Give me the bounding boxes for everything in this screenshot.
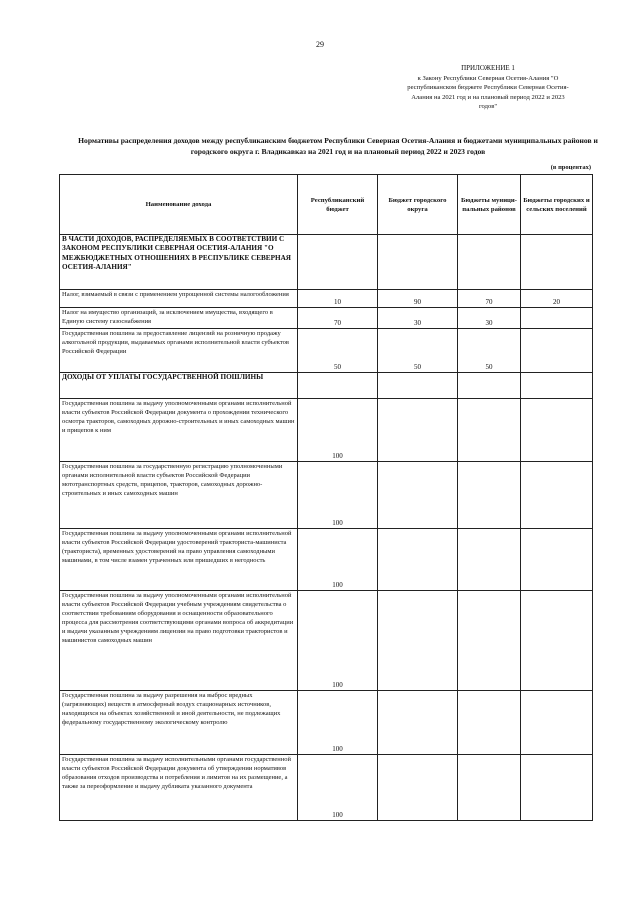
income-name-cell: ДОХОДЫ ОТ УПЛАТЫ ГОСУДАРСТВЕННОЙ ПОШЛИНЫ: [60, 373, 298, 399]
header-republican-budget: Республиканский бюджет: [298, 175, 378, 235]
republican-budget-cell: 100: [298, 755, 378, 821]
revenue-distribution-table: [59, 174, 593, 821]
header-settlement-budgets: Бюджеты городских и сельских поселений: [521, 175, 593, 235]
republican-budget-cell: 100: [298, 529, 378, 591]
table-row: [60, 529, 593, 591]
city-budget-cell: 50: [378, 329, 458, 373]
income-name-cell: Налог, взимаемый в связи с применением упрощенной системы налогообложения: [60, 290, 298, 308]
table-row: [60, 755, 593, 821]
settlement-budgets-cell: [521, 399, 593, 462]
page-number: 29: [316, 40, 324, 49]
income-name-cell: Налог на имущество организаций, за исключением имущества, входящего в Единую систему газоснабжения: [60, 308, 298, 329]
city-budget-cell: [378, 399, 458, 462]
table-row: [60, 329, 593, 373]
appendix-line: к Закону Республики Северная Осетия-Алания "О: [417, 75, 559, 83]
municipal-budgets-cell: [458, 399, 521, 462]
city-budget-cell: [378, 462, 458, 529]
republican-budget-cell: 100: [298, 591, 378, 691]
republican-budget-cell: 100: [298, 462, 378, 529]
city-budget-cell: [378, 755, 458, 821]
appendix-block: [388, 64, 588, 111]
settlement-budgets-cell: [521, 235, 593, 290]
income-name-cell: Государственная пошлина за выдачу уполномоченными органами исполнительной власти субъектов Российской Федерации удостоверений тракториста-машиниста (тракториста), временных удостоверений на право управления самоходными машинами, в том числе взамен утраченных или пришедших в негодность: [60, 529, 298, 591]
appendix-line: Алания на 2021 год и на плановый период 2022 и 2023: [411, 93, 565, 101]
city-budget-cell: [378, 529, 458, 591]
municipal-budgets-cell: [458, 691, 521, 755]
income-name-cell: Государственная пошлина за выдачу разрешения на выброс вредных (загрязняющих) веществ в атмосферный воздух стационарных источников, находящихся на объектах хозяйственной и иной деятельности, не подлежащих федеральному государственному экологическому контролю: [60, 691, 298, 755]
document-title: Нормативы распределения доходов между республиканским бюджетом Республики Северная Осетия-Алания и бюджетами муниципальных районов и городского округа г. Владикавказ на 2021 год и на плановый период 2022 и 2023 годов: [78, 136, 598, 156]
settlement-budgets-cell: 20: [521, 290, 593, 308]
header-municipal-budgets: Бюджеты муници-пальных районов: [458, 175, 521, 235]
settlement-budgets-cell: [521, 691, 593, 755]
city-budget-cell: 30: [378, 308, 458, 329]
income-name-cell: Государственная пошлина за выдачу уполномоченными органами исполнительной власти субъектов Российской Федерации документа о прохождении технического осмотра тракторов, самоходных дорожно-строительных и иных самоходных машин и прицепов к ним: [60, 399, 298, 462]
municipal-budgets-cell: [458, 591, 521, 691]
appendix-line: республиканском бюджете Республики Северная Осетия-: [407, 84, 569, 92]
table-row: [60, 399, 593, 462]
table-row: [60, 691, 593, 755]
municipal-budgets-cell: [458, 755, 521, 821]
table-row: [60, 235, 593, 290]
city-budget-cell: 90: [378, 290, 458, 308]
settlement-budgets-cell: [521, 373, 593, 399]
municipal-budgets-cell: 30: [458, 308, 521, 329]
city-budget-cell: [378, 691, 458, 755]
units-label: (в процентах): [550, 164, 591, 171]
settlement-budgets-cell: [521, 529, 593, 591]
republican-budget-cell: 100: [298, 691, 378, 755]
income-name-cell: Государственная пошлина за выдачу исполнительными органами государственной власти субъектов Российской Федерации документа об утверждении нормативов образования отходов производства и потребления и лимитов на их размещение, а также за переоформление и выдачу дубликата указанного документа: [60, 755, 298, 821]
table-row: [60, 462, 593, 529]
republican-budget-cell: [298, 373, 378, 399]
municipal-budgets-cell: 70: [458, 290, 521, 308]
municipal-budgets-cell: 50: [458, 329, 521, 373]
settlement-budgets-cell: [521, 591, 593, 691]
municipal-budgets-cell: [458, 462, 521, 529]
appendix-heading: ПРИЛОЖЕНИЕ 1: [461, 64, 515, 72]
municipal-budgets-cell: [458, 235, 521, 290]
republican-budget-cell: [298, 235, 378, 290]
republican-budget-cell: 50: [298, 329, 378, 373]
table-row: [60, 308, 593, 329]
table-row: [60, 373, 593, 399]
table-row: [60, 290, 593, 308]
municipal-budgets-cell: [458, 529, 521, 591]
republican-budget-cell: 10: [298, 290, 378, 308]
header-city-budget: Бюджет городского округа: [378, 175, 458, 235]
municipal-budgets-cell: [458, 373, 521, 399]
settlement-budgets-cell: [521, 462, 593, 529]
city-budget-cell: [378, 373, 458, 399]
appendix-line: годов": [478, 102, 498, 110]
settlement-budgets-cell: [521, 755, 593, 821]
republican-budget-cell: 100: [298, 399, 378, 462]
city-budget-cell: [378, 591, 458, 691]
city-budget-cell: [378, 235, 458, 290]
republican-budget-cell: 70: [298, 308, 378, 329]
settlement-budgets-cell: [521, 329, 593, 373]
table-header-row: [60, 175, 593, 235]
income-name-cell: Государственная пошлина за предоставление лицензий на розничную продажу алкогольной продукции, выдаваемых органами исполнительной власти субъектов Российской Федерации: [60, 329, 298, 373]
table-row: [60, 591, 593, 691]
income-name-cell: Государственная пошлина за выдачу уполномоченными органами исполнительной власти субъектов Российской Федерации учебным учреждениям свидетельства о соответствии требованиям оборудования и оснащенности образовательного процесса для рассмотрения соответствующими органами вопроса об аккредитации и выдачи указанным учреждениям лицензии на право подготовки трактористов и машинистов самоходных машин: [60, 591, 298, 691]
income-name-cell: В ЧАСТИ ДОХОДОВ, РАСПРЕДЕЛЯЕМЫХ В СООТВЕТСТВИИ С ЗАКОНОМ РЕСПУБЛИКИ СЕВЕРНАЯ ОСЕТИЯ-АЛАНИЯ "О МЕЖБЮДЖЕТНЫХ ОТНОШЕНИЯХ В РЕСПУБЛИКЕ СЕВЕРНАЯ ОСЕТИЯ-АЛАНИЯ": [60, 235, 298, 290]
settlement-budgets-cell: [521, 308, 593, 329]
income-name-cell: Государственная пошлина за государственную регистрацию уполномоченными органами исполнительной власти субъектов Российской Федерации мототранспортных средств, прицепов, тракторов, самоходных дорожно-строительных и иных самоходных машин: [60, 462, 298, 529]
header-income-name: Наименование дохода: [60, 175, 298, 235]
